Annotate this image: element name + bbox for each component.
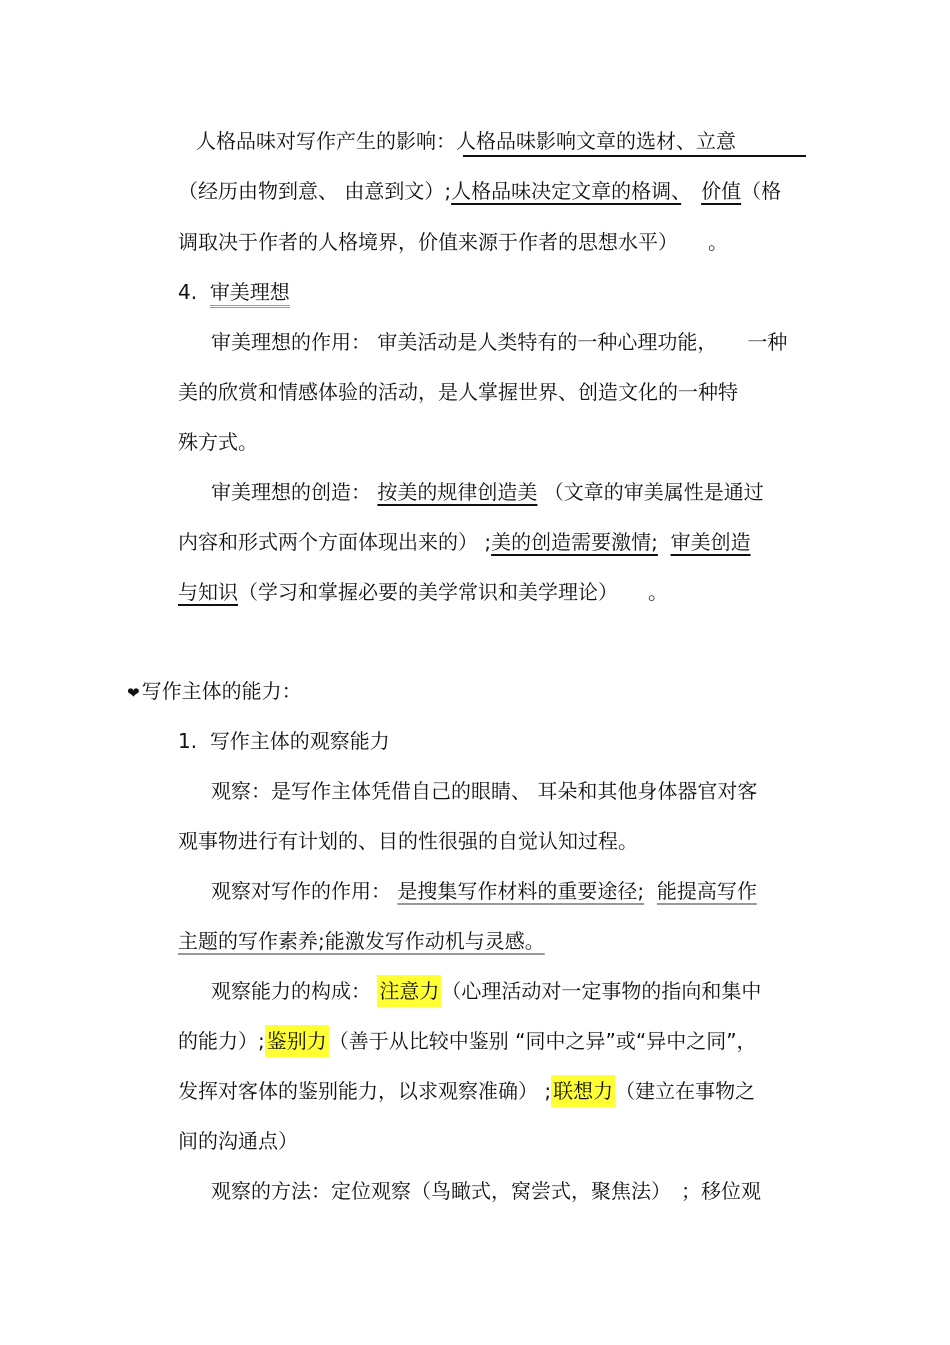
observation-def-line-2: 观事物进行有计划的、目的性很强的自觉认知过程。 <box>178 829 638 853</box>
p1-line-2: （经历由物到意、 由意到文）;人格品味决定文章的格调、 价值（格 <box>178 179 782 203</box>
section-title: 审美理想 <box>210 280 290 308</box>
role-point-2: 能提高写作 <box>656 879 757 903</box>
observation-composition-line-3: 发挥对客体的鉴别能力，以求观察准确） ; 联想力 （建立在事物之 <box>178 1077 755 1105</box>
influence-point-1: 人格品味影响文章的选材、立意 <box>456 129 736 153</box>
association-highlight: 联想力 <box>551 1075 615 1107</box>
aesthetic-creation-line-1: 审美理想的创造： 按美的规律创造美 （文章的审美属性是通过 <box>211 480 764 504</box>
creation-point-3-cont: 与知识 <box>178 580 238 604</box>
observation-def-line-1: 观察：是写作主体凭借自己的眼睛、 耳朵和其他身体器官对客 <box>211 779 758 803</box>
creation-point-1: 按美的规律创造美 <box>377 480 538 504</box>
influence-point-3: 价值 <box>701 179 742 203</box>
observation-composition-line-4: 间的沟通点） <box>178 1129 298 1153</box>
role-point-3: 能激发写作动机与灵感。 <box>324 929 545 953</box>
influence-point-2: 人格品味决定文章的格调、 <box>451 179 682 203</box>
observation-method-line: 观察的方法：定位观察（鸟瞰式，窝尝式，聚焦法） ；移位观 <box>211 1179 761 1203</box>
role-point-1: 是搜集写作材料的重要途径; <box>397 879 645 903</box>
underline-rule <box>463 155 806 157</box>
section-number: 4. <box>178 280 198 304</box>
aesthetic-function-line-3: 殊方式。 <box>178 430 258 454</box>
p1-line-3: 调取决于作者的人格境界，价值来源于作者的思想水平） 。 <box>178 230 728 254</box>
aesthetic-function-line-1: 审美理想的作用： 审美活动是人类特有的一种心理功能， 一种 <box>211 330 788 354</box>
aesthetic-function-line-2: 美的欣赏和情感体验的活动，是人掌握世界、创造文化的一种特 <box>178 380 738 404</box>
creation-point-3: 审美创造 <box>670 530 751 554</box>
aesthetic-creation-line-3: 与知识（学习和掌握必要的美学常识和美学理论） 。 <box>178 580 668 604</box>
creation-point-2: 美的创造需要激情; <box>491 530 658 554</box>
section-4-heading <box>178 278 290 306</box>
heart-icon: ❤ <box>127 684 140 702</box>
discernment-highlight: 鉴别力 <box>265 1025 329 1057</box>
observation-composition-line-1: 观察能力的构成： 注意力 （心理活动对一定事物的指向和集中 <box>211 977 761 1005</box>
abilities-heading: ❤ 写作主体的能力： <box>127 677 302 707</box>
p1-line-1 <box>196 127 736 155</box>
role-point-2-cont: 主题的写作素养; <box>178 929 325 953</box>
observation-subheading: 1. 写作主体的观察能力 <box>178 729 390 753</box>
observation-composition-line-2: 的能力）; 鉴别力 （善于从比较中鉴别 “同中之异”或“异中之同”， <box>178 1027 757 1055</box>
attention-highlight: 注意力 <box>377 975 441 1007</box>
influence-label: 人格品味对写作产生的影响： <box>196 129 456 153</box>
observation-role-line-1: 观察对写作的作用： 是搜集写作材料的重要途径; 能提高写作 <box>211 879 757 903</box>
observation-role-line-2 <box>178 927 545 955</box>
aesthetic-creation-line-2: 内容和形式两个方面体现出来的） ;美的创造需要激情; 审美创造 <box>178 530 751 554</box>
